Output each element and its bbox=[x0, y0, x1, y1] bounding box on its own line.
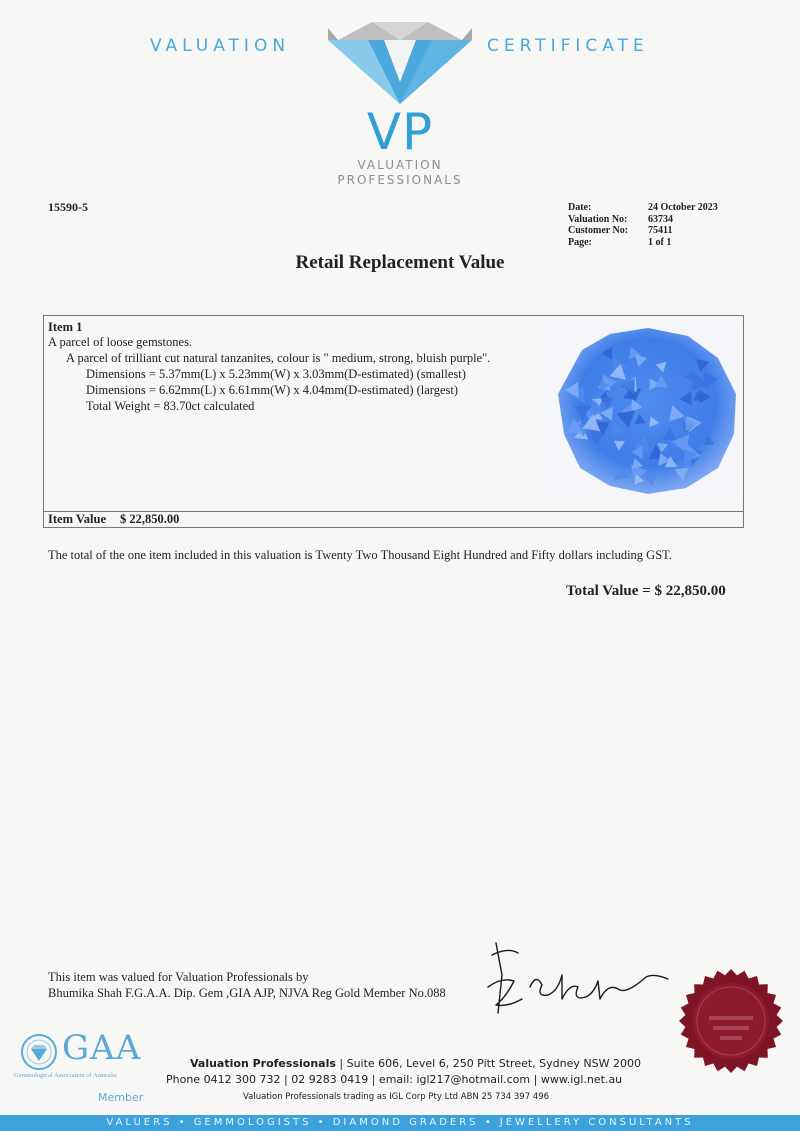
brand-line-1: VALUATION bbox=[357, 158, 443, 172]
item-line-4: Dimensions = 6.62mm(L) x 6.61mm(W) x 4.04mm(D-estimated) (largest) bbox=[86, 383, 459, 397]
page-title: Retail Replacement Value bbox=[295, 252, 505, 273]
seal-icon bbox=[676, 966, 786, 1076]
gaa-emblem-icon bbox=[20, 1033, 58, 1071]
brand-line-2: PROFESSIONALS bbox=[337, 173, 463, 187]
valuation-no-value: 63734 bbox=[648, 213, 673, 225]
total-value: Total Value = $ 22,850.00 bbox=[566, 583, 726, 599]
reference-number: 15590-5 bbox=[48, 200, 88, 214]
footer-trading: Valuation Professionals trading as IGL Corp Pty Ltd ABN 25 734 397 496 bbox=[243, 1092, 550, 1102]
valuer-line-2: Bhumika Shah F.G.A.A. Dip. Gem ,GIA AJP, NJVA Reg Gold Member No.088 bbox=[48, 986, 446, 1000]
gaa-member: Member bbox=[98, 1091, 144, 1104]
item-line-1: A parcel of loose gemstones. bbox=[48, 335, 193, 349]
meta-labels bbox=[568, 202, 628, 248]
item-line-3: Dimensions = 5.37mm(L) x 5.23mm(W) x 3.03mm(D-estimated) (smallest) bbox=[86, 367, 466, 381]
gemstone-photo bbox=[540, 322, 740, 498]
footer-contact: Phone 0412 300 732 | 02 9283 0419 | email: igl217@hotmail.com | www.igl.net.au bbox=[166, 1073, 623, 1086]
customer-no-label: Customer No: bbox=[568, 225, 629, 236]
diamond-logo-icon bbox=[328, 20, 472, 104]
header-right-word: CERTIFICATE bbox=[487, 36, 649, 56]
meta-values bbox=[648, 202, 718, 248]
footer-band: VALUERS • GEMMOLOGISTS • DIAMOND GRADERS • JEWELLERY CONSULTANTS bbox=[0, 1115, 800, 1131]
item-value-amount: $ 22,850.00 bbox=[120, 512, 180, 526]
summary-text: The total of the one item included in this valuation is Twenty Two Thousand Eight Hundred and Fifty dollars including GST. bbox=[48, 548, 672, 562]
brand-initials: VP bbox=[366, 103, 434, 161]
page-value: 1 of 1 bbox=[648, 236, 672, 248]
date-label: Date: bbox=[568, 202, 592, 213]
date-value: 24 October 2023 bbox=[648, 202, 718, 213]
valuer-line-1: This item was valued for Valuation Professionals by bbox=[48, 970, 309, 984]
signature bbox=[478, 935, 678, 1025]
gaa-sub: Gemmological Association of Australia bbox=[14, 1072, 117, 1079]
footer-company: Valuation Professionals bbox=[190, 1057, 336, 1070]
customer-no-value: 75411 bbox=[648, 225, 673, 236]
item-line-5: Total Weight = 83.70ct calculated bbox=[86, 399, 255, 413]
footer-address-line bbox=[190, 1057, 641, 1070]
header-left-word: VALUATION bbox=[150, 36, 291, 56]
item-heading: Item 1 bbox=[48, 320, 83, 334]
item-line-2: A parcel of trilliant cut natural tanzanites, colour is " medium, strong, bluish purple". bbox=[66, 351, 491, 365]
page-label: Page: bbox=[568, 236, 592, 248]
item-value-label: Item Value bbox=[48, 512, 106, 526]
gaa-name: GAA bbox=[62, 1028, 142, 1068]
footer-address: | Suite 606, Level 6, 250 Pitt Street, Sydney NSW 2000 bbox=[335, 1057, 641, 1070]
valuation-no-label: Valuation No: bbox=[568, 213, 628, 225]
